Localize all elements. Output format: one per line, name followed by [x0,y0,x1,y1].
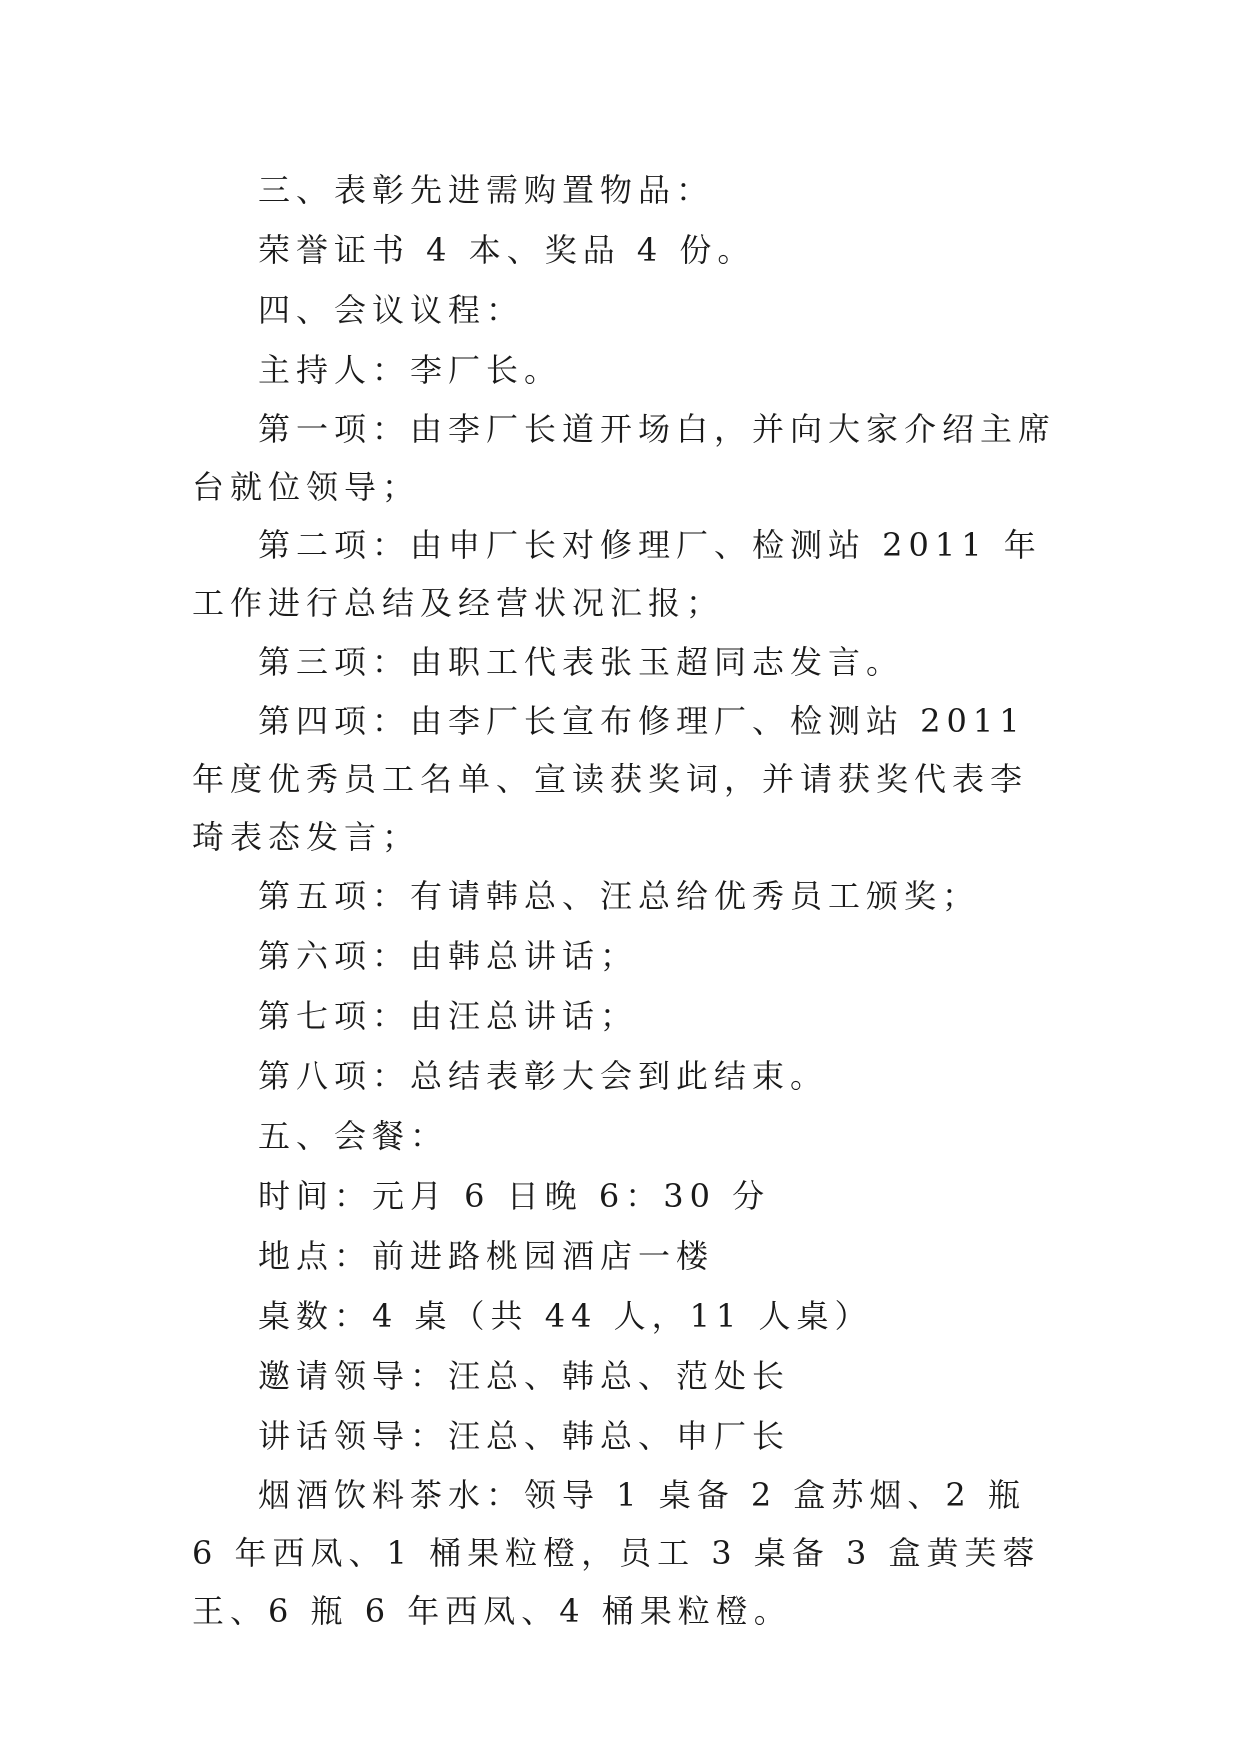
agenda-item-2: 第二项：由申厂长对修理厂、检测站 2011 年工作进行总结及经营状况汇报； [192,526,1042,622]
dinner-time: 时间：元月 6 日晚 6：30 分 [258,1177,771,1215]
dinner-tables: 桌数：4 桌（共 44 人，11 人桌） [258,1297,873,1335]
agenda-item-6: 第六项：由韩总讲话； [258,937,639,975]
dinner-speaking-leaders: 讲话领导：汪总、韩总、申厂长 [258,1417,791,1455]
section-heading-agenda: 四、会议议程： [258,291,525,329]
agenda-item-8: 第八项：总结表彰大会到此结束。 [258,1057,829,1095]
agenda-item-7: 第七项：由汪总讲话； [258,997,639,1035]
section-heading-purchase-items: 三、表彰先进需购置物品： [258,171,715,209]
dinner-location: 地点：前进路桃园酒店一楼 [258,1237,715,1275]
document-body [192,160,1056,1640]
agenda-item-3: 第三项：由职工代表张玉超同志发言。 [258,643,905,681]
paragraph-host: 主持人：李厂长。 [258,351,563,389]
dinner-invited-leaders: 邀请领导：汪总、韩总、范处长 [258,1357,791,1395]
agenda-item-4: 第四项：由李厂长宣布修理厂、检测站 2011 年度优秀员工名单、宣读获奖词，并请获奖代表李琦表态发言； [192,702,1029,856]
paragraph-purchase-items: 荣誉证书 4 本、奖品 4 份。 [258,231,756,269]
agenda-item-1: 第一项：由李厂长道开场白，并向大家介绍主席台就位领导； [192,410,1057,506]
agenda-item-5: 第五项：有请韩总、汪总给优秀员工颁奖； [258,877,981,915]
dinner-refreshments: 烟酒饮料茶水：领导 1 桌备 2 盒苏烟、2 瓶 6 年西凤、1 桶果粒橙，员工 3 桌备 3 盒黄芙蓉王、6 瓶 6 年西凤、4 桶果粒橙。 [192,1476,1041,1630]
section-heading-dinner: 五、会餐： [258,1117,449,1155]
